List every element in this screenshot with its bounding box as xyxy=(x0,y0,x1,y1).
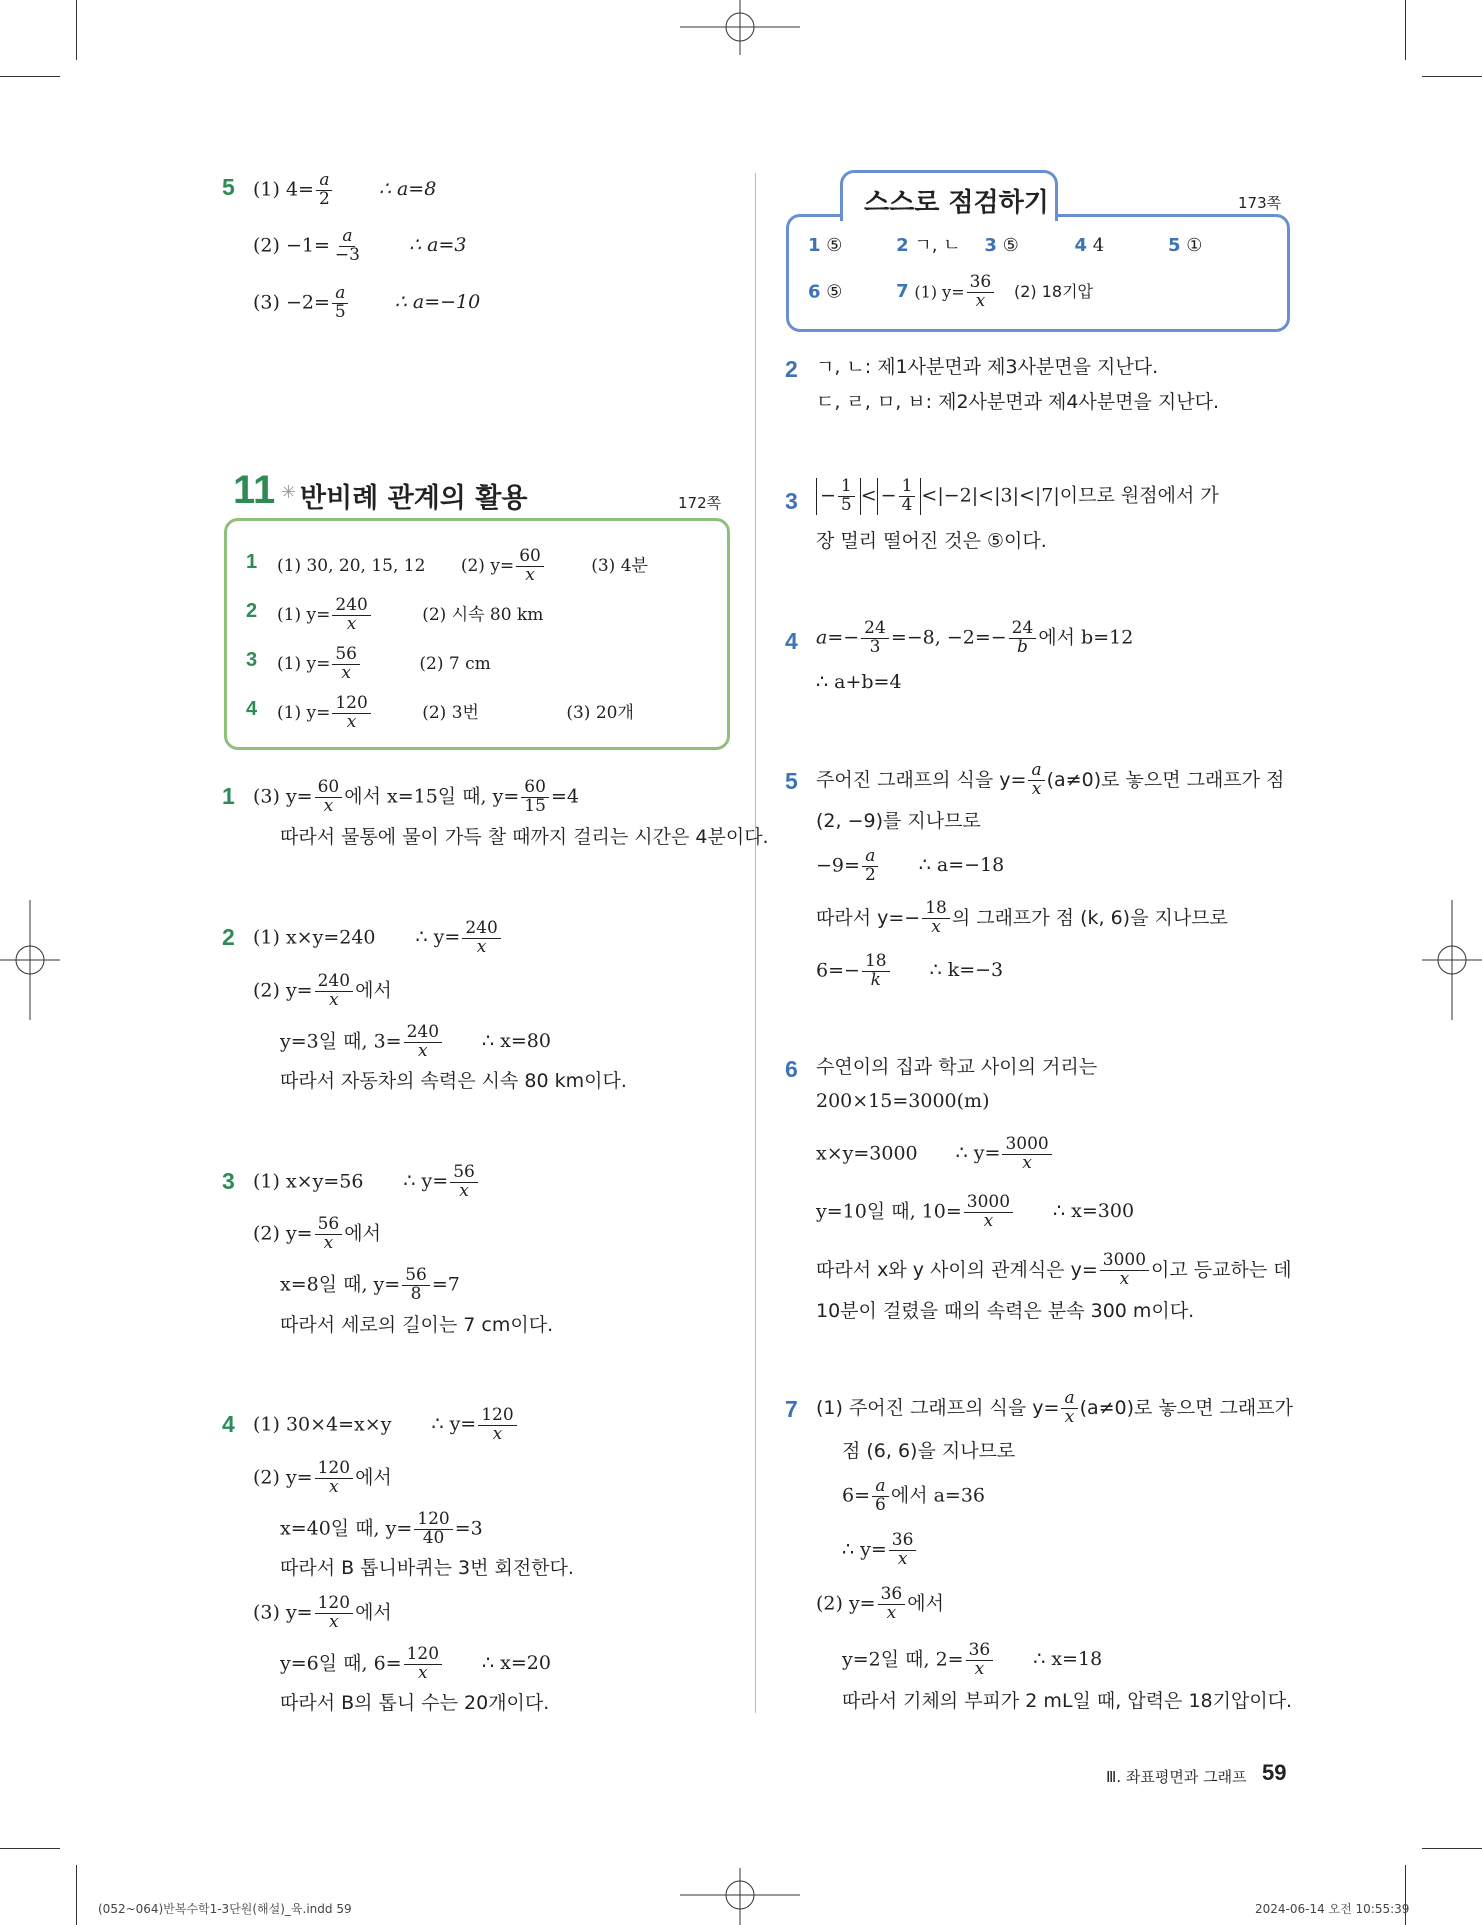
solution-line: x=40일 때, y= $\frac{120}{40}$ =3 xyxy=(280,1509,483,1548)
solution-line: 6=− $\frac{18}{k}$ ∴ k=−3 xyxy=(816,951,1004,990)
solution-line: (2) y= $\frac{240}{x}$ 에서 xyxy=(253,971,392,1010)
solution-line: 따라서 세로의 길이는 7 cm이다. xyxy=(280,1314,554,1336)
crop-mark xyxy=(0,1848,60,1849)
solution-line: 점 (6, 6)을 지나므로 xyxy=(842,1440,1016,1462)
solution-number: 7 xyxy=(785,1396,798,1422)
crop-mark xyxy=(1422,1848,1482,1849)
answer-row: (1) y= $\frac{240}{x}$ (2) 시속 80 km xyxy=(277,595,544,634)
solution-line: (1) x×y=240 ∴ y= $\frac{240}{x}$ xyxy=(253,920,503,957)
solution-line: 따라서 자동차의 속력은 시속 80 km이다. xyxy=(280,1070,627,1092)
solution-line: 따라서 y=− $\frac{18}{x}$ 의 그래프가 점 (k, 6)을 지나므로 xyxy=(816,898,1228,937)
solution-number: 2 xyxy=(222,924,235,950)
solution-line: 따라서 B 톱니바퀴는 3번 회전한다. xyxy=(280,1557,574,1579)
solution-line: 6= $\frac{a}{6}$ 에서 a=36 xyxy=(842,1476,986,1515)
crop-mark xyxy=(0,76,60,77)
solution-number: 4 xyxy=(222,1411,235,1437)
solution-line: (3) y= $\frac{60}{x}$ 에서 x=15일 때, y= $\frac{60}{15}$ =4 xyxy=(253,777,579,816)
registration-mark-top xyxy=(680,0,800,55)
solution-line: x×y=3000 ∴ y= $\frac{3000}{x}$ xyxy=(816,1136,1054,1173)
crop-mark xyxy=(1422,76,1482,77)
solution-line: y=10일 때, 10= $\frac{3000}{x}$ ∴ x=300 xyxy=(816,1192,1135,1231)
chapter-label: Ⅲ. 좌표평면과 그래프 xyxy=(1106,1768,1247,1786)
registration-mark-left xyxy=(0,900,60,1020)
self-check-row: 1 ⑤ 2 ㄱ, ㄴ 3 ⑤ 4 4 5 ① xyxy=(808,235,1203,256)
answer-number: 3 xyxy=(246,649,258,671)
page-number: 59 xyxy=(1262,1760,1287,1785)
solution-line: 장 멀리 떨어진 것은 ⑤이다. xyxy=(816,530,1047,552)
solution-line: y=3일 때, 3= $\frac{240}{x}$ ∴ x=80 xyxy=(280,1022,551,1061)
solution-line: (2) y= $\frac{36}{x}$ 에서 xyxy=(816,1584,944,1623)
page-ref: 173쪽 xyxy=(1238,194,1282,212)
column-divider xyxy=(755,173,756,1713)
solution-line: (1) x×y=56 ∴ y= $\frac{56}{x}$ xyxy=(253,1164,480,1201)
solution-line: 200×15=3000(m) xyxy=(816,1090,990,1112)
solution-line: (3) y= $\frac{120}{x}$ 에서 xyxy=(253,1593,392,1632)
star-icon: ✳ xyxy=(281,482,297,503)
solution-line: (1) 주어진 그래프의 식을 y= $\frac{a}{x}$ (a≠0)로 놓으면 그래프가 xyxy=(816,1388,1293,1427)
file-info: (052~064)반복수학1-3단원(해설)_육.indd 59 xyxy=(98,1902,352,1916)
solution-line: 따라서 기체의 부피가 2 mL일 때, 압력은 18기압이다. xyxy=(842,1690,1293,1712)
solution-line: ∴ y= $\frac{36}{x}$ xyxy=(842,1532,918,1569)
self-check-row: 6 ⑤ 7 (1) y= $\frac{36}{x}$ (2) 18기압 xyxy=(808,272,1094,311)
crop-mark xyxy=(1405,0,1406,60)
crop-mark xyxy=(76,1865,77,1925)
solution-line: (1) 30×4=x×y ∴ y= $\frac{120}{x}$ xyxy=(253,1407,519,1444)
self-check-box xyxy=(786,214,1290,332)
solution-line: a=− $\frac{24}{3}$ =−8, −2=− $\frac{24}{b}$ 에서 b=12 xyxy=(816,618,1134,657)
solution-line: x=8일 때, y= $\frac{56}{8}$ =7 xyxy=(280,1265,460,1304)
solution-line: ㄱ, ㄴ: 제1사분면과 제3사분면을 지난다. xyxy=(816,356,1159,378)
solution-line: 수연이의 집과 학교 사이의 거리는 xyxy=(816,1056,1098,1078)
solution-line: 10분이 걸렸을 때의 속력은 분속 300 m이다. xyxy=(816,1300,1195,1322)
solution-line: ㄷ, ㄹ, ㅁ, ㅂ: 제2사분면과 제4사분면을 지난다. xyxy=(816,391,1219,413)
crop-mark xyxy=(76,0,77,60)
self-check-title: 스스로 점검하기 xyxy=(864,188,1049,218)
solution-number: 3 xyxy=(222,1168,235,1194)
solution-line: (2, −9)를 지나므로 xyxy=(816,810,981,832)
answer-line: (1) 4= $\frac{a}{2}$ ∴ a=8 xyxy=(253,170,437,209)
solution-line: 따라서 물통에 물이 가득 찰 때까지 걸리는 시간은 4분이다. xyxy=(280,826,769,848)
answer-line: (3) −2= $\frac{a}{5}$ ∴ a=−10 xyxy=(253,283,481,322)
solution-number: 5 xyxy=(785,768,798,794)
answer-row: (1) y= $\frac{56}{x}$ (2) 7 cm xyxy=(277,644,491,683)
page-ref: 172쪽 xyxy=(678,494,722,512)
solution-line: 주어진 그래프의 식을 y= $\frac{a}{x}$ (a≠0)로 놓으면 그래프가 점 xyxy=(816,760,1285,799)
print-date: 2024-06-14 오전 10:55:39 xyxy=(1255,1902,1410,1916)
solution-number: 6 xyxy=(785,1056,798,1082)
section-number: 11 xyxy=(233,468,276,512)
solution-number: 3 xyxy=(785,488,798,514)
answer-number: 4 xyxy=(246,698,258,720)
answer-line: (2) −1= $\frac{a}{-3}$ ∴ a=3 xyxy=(253,226,467,265)
solution-number: 4 xyxy=(785,628,798,654)
solution-number: 1 xyxy=(222,783,235,809)
solution-line: ∴ a+b=4 xyxy=(816,671,902,693)
answer-row: (1) y= $\frac{120}{x}$ (2) 3번 (3) 20개 xyxy=(277,693,634,732)
solution-number: 2 xyxy=(785,356,798,382)
section-title: 반비례 관계의 활용 xyxy=(300,483,528,514)
solution-line: (2) y= $\frac{56}{x}$ 에서 xyxy=(253,1214,381,1253)
registration-mark-right xyxy=(1422,900,1482,1020)
answer-number: 1 xyxy=(246,551,258,573)
problem-number: 5 xyxy=(222,174,235,200)
answer-number: 2 xyxy=(246,600,258,622)
solution-line: − $\frac{1}{5}$ < − $\frac{1}{4}$ <|−2|<|3|<|7|이므로 원점에서 가 xyxy=(816,478,1219,515)
solution-line: y=6일 때, 6= $\frac{120}{x}$ ∴ x=20 xyxy=(280,1644,551,1683)
registration-mark-bottom xyxy=(680,1868,800,1925)
solution-line: 따라서 x와 y 사이의 관계식은 y= $\frac{3000}{x}$ 이고 등교하는 데 xyxy=(816,1250,1292,1289)
solution-line: 따라서 B의 톱니 수는 20개이다. xyxy=(280,1692,550,1714)
answer-row: (1) 30, 20, 15, 12 (2) y= $\frac{60}{x}$ (3) 4분 xyxy=(277,546,648,585)
solution-line: (2) y= $\frac{120}{x}$ 에서 xyxy=(253,1458,392,1497)
solution-line: y=2일 때, 2= $\frac{36}{x}$ ∴ x=18 xyxy=(842,1640,1103,1679)
solution-line: −9= $\frac{a}{2}$ ∴ a=−18 xyxy=(816,846,1005,885)
